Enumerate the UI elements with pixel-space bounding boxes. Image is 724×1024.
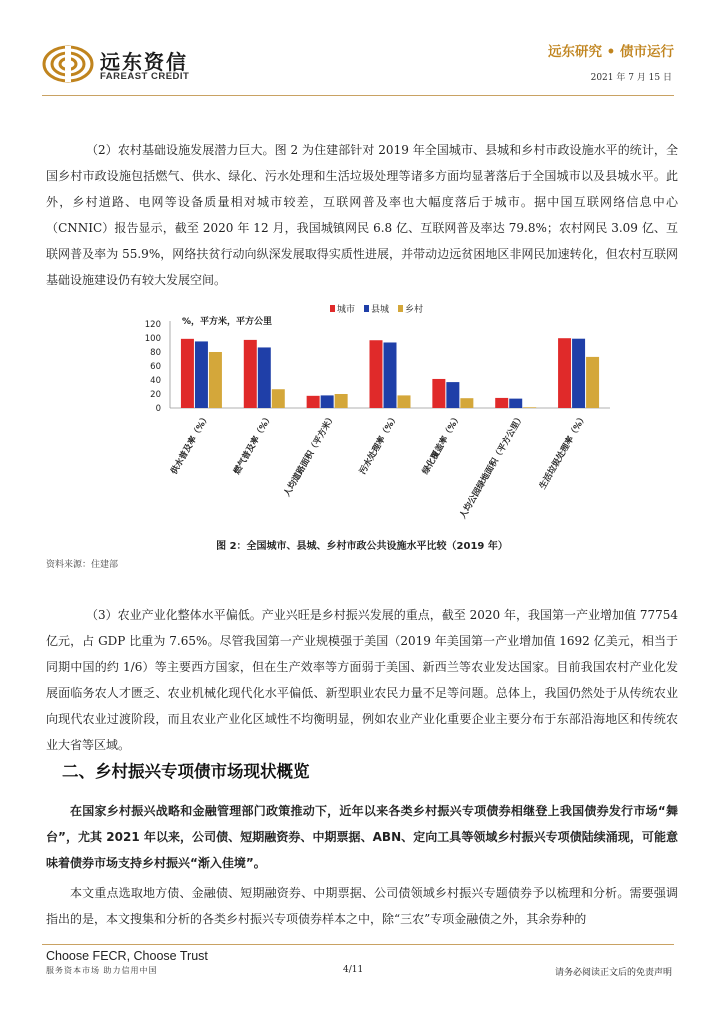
footer-slogan-en: Choose FECR, Choose Trust bbox=[46, 949, 208, 963]
bar-城市-3 bbox=[307, 396, 320, 408]
bar-乡村-4 bbox=[398, 395, 411, 408]
y-tick-label: 80 bbox=[150, 348, 161, 358]
legend-swatch-3 bbox=[398, 305, 403, 312]
y-tick-label: 100 bbox=[144, 334, 161, 344]
x-tick-label-5: 绿化覆盖率（%） bbox=[420, 412, 464, 477]
bar-县城-4 bbox=[384, 342, 397, 408]
figure-caption: 图 2：全国城市、县城、乡村市政公共设施水平比较（2019 年） bbox=[216, 541, 508, 552]
section-title: 二、乡村振兴专项债市场现状概览 bbox=[62, 762, 310, 781]
legend-label-3: 乡村 bbox=[405, 305, 424, 315]
x-tick-label-6: 人均公园绿地面积（平方公里） bbox=[458, 412, 527, 521]
paragraph-scope: 本文重点选取地方债、金融债、短期融资券、中期票据、公司债领域乡村振兴专题债券予以梳理和分析。需要强调指出的是，本文搜集和分析的各类乡村振兴专项债券样本之中，除“三农”专项金融债之外，其余券种的 bbox=[46, 886, 678, 926]
y-tick-label: 120 bbox=[144, 320, 161, 330]
x-tick-label-4: 污水处理率（%） bbox=[357, 412, 401, 477]
bar-城市-2 bbox=[244, 340, 257, 408]
paragraph-infrastructure: （2）农村基础设施发展潜力巨大。图 2 为住建部针对 2019 年全国城市、县城和乡村市政设施水平的统计，全国乡村市政设施包括燃气、供水、绿化、污水处理和生活垃圾处理等诸多方面均显著落后于全国城市以及县城水平。此外，乡村道路、电网等设备质量相对城市较差，互联网普及率也大幅度落后于城市。据中国互联网络信息中心（CNNIC）报告显示，截至 2020 年 12 月，我国城镇网民 6.8 亿、互联网普及率达 79.8%；农村网民 3.09 亿、互联网普及率为 55.9%，网络扶贫行动向纵深发展取得实质性进展，并带动边远贫困地区非网民加速转化，但农村互联网基础设施建设仍有较大发展空间。 bbox=[46, 143, 678, 287]
bar-乡村-3 bbox=[335, 394, 348, 408]
bar-乡村-5 bbox=[460, 398, 473, 408]
fareast-logo bbox=[42, 44, 94, 84]
x-tick-label-1: 供水普及率（%） bbox=[169, 412, 213, 477]
bar-城市-6 bbox=[495, 398, 508, 408]
bar-城市-1 bbox=[181, 339, 194, 408]
bar-城市-7 bbox=[558, 338, 571, 408]
legend-label-2: 县城 bbox=[371, 305, 390, 315]
brand-name-cn: 远东资信 bbox=[100, 50, 188, 74]
bar-县城-3 bbox=[321, 395, 334, 408]
header-divider bbox=[42, 95, 674, 96]
report-date: 2021 年 7 月 15 日 bbox=[590, 73, 672, 83]
bar-城市-4 bbox=[370, 340, 383, 408]
x-tick-label-7: 生活垃圾处理率（%） bbox=[537, 412, 590, 492]
bar-县城-2 bbox=[258, 347, 271, 408]
bar-县城-6 bbox=[509, 399, 522, 408]
brand-name-en: FAREAST CREDIT bbox=[100, 71, 190, 82]
legend-swatch-1 bbox=[330, 305, 335, 312]
bar-乡村-7 bbox=[586, 357, 599, 408]
y-tick-label: 40 bbox=[150, 376, 161, 386]
bar-乡村-2 bbox=[272, 389, 285, 408]
bar-县城-7 bbox=[572, 339, 585, 408]
figure-source: 资料来源：住建部 bbox=[46, 560, 119, 570]
paragraph-agriculture: （3）农业产业化整体水平偏低。产业兴旺是乡村振兴发展的重点，截至 2020 年，我国第一产业增加值 77754 亿元，占 GDP 比重为 7.65%。尽管我国第一产业规模强于美国（2019 年美国第一产业增加值 1692 亿美元，相当于同期中国的约 1/6）等主要西方国家，但在生产效率等方面弱于美国、新西兰等农业发达国家。目前我国农村产业化发展面临务农人才匮乏、农业机械化现代化水平偏低、新型职业农民力量不足等问题。总体上，我国仍然处于从传统农业向现代农业过渡阶段，而且农业产业化区域性不均衡明显，例如农业产业化重要企业主要分布于东部沿海地区和传统农业大省等区域。 bbox=[46, 608, 678, 752]
bar-乡村-6 bbox=[523, 407, 536, 408]
bar-县城-1 bbox=[195, 341, 208, 408]
page-number: 4/11 bbox=[343, 965, 364, 975]
paragraph-bold-summary: 在国家乡村振兴战略和金融管理部门政策推动下，近年以来各类乡村振兴专项债券相继登上我国债券发行市场“舞台”，尤其 2021 年以来，公司债、短期融资券、中期票据、ABN、定向工具等领域乡村振兴专项债陆续涌现，可能意味着债券市场支持乡村振兴“渐入佳境”。 bbox=[46, 804, 678, 870]
bar-县城-5 bbox=[446, 382, 459, 408]
legend-label-1: 城市 bbox=[337, 305, 356, 315]
bar-乡村-1 bbox=[209, 352, 222, 408]
report-title: 远东研究 • 债市运行 bbox=[547, 44, 674, 60]
facilities-bar-chart bbox=[130, 300, 620, 532]
y-tick-label: 60 bbox=[150, 362, 161, 372]
footer-slogan-cn: 服务资本市场 助力信用中国 bbox=[46, 966, 158, 975]
chart-unit-label: %，平方米，平方公里 bbox=[182, 317, 273, 327]
legend-swatch-2 bbox=[364, 305, 369, 312]
footer-disclaimer: 请务必阅读正文后的免责声明 bbox=[554, 968, 672, 978]
x-tick-label-2: 燃气普及率（%） bbox=[232, 412, 275, 477]
bar-城市-5 bbox=[432, 379, 445, 408]
y-tick-label: 0 bbox=[155, 404, 161, 414]
y-tick-label: 20 bbox=[150, 390, 161, 400]
footer-divider bbox=[42, 944, 674, 945]
x-tick-label-3: 人均道路面积（平方米） bbox=[282, 412, 338, 499]
